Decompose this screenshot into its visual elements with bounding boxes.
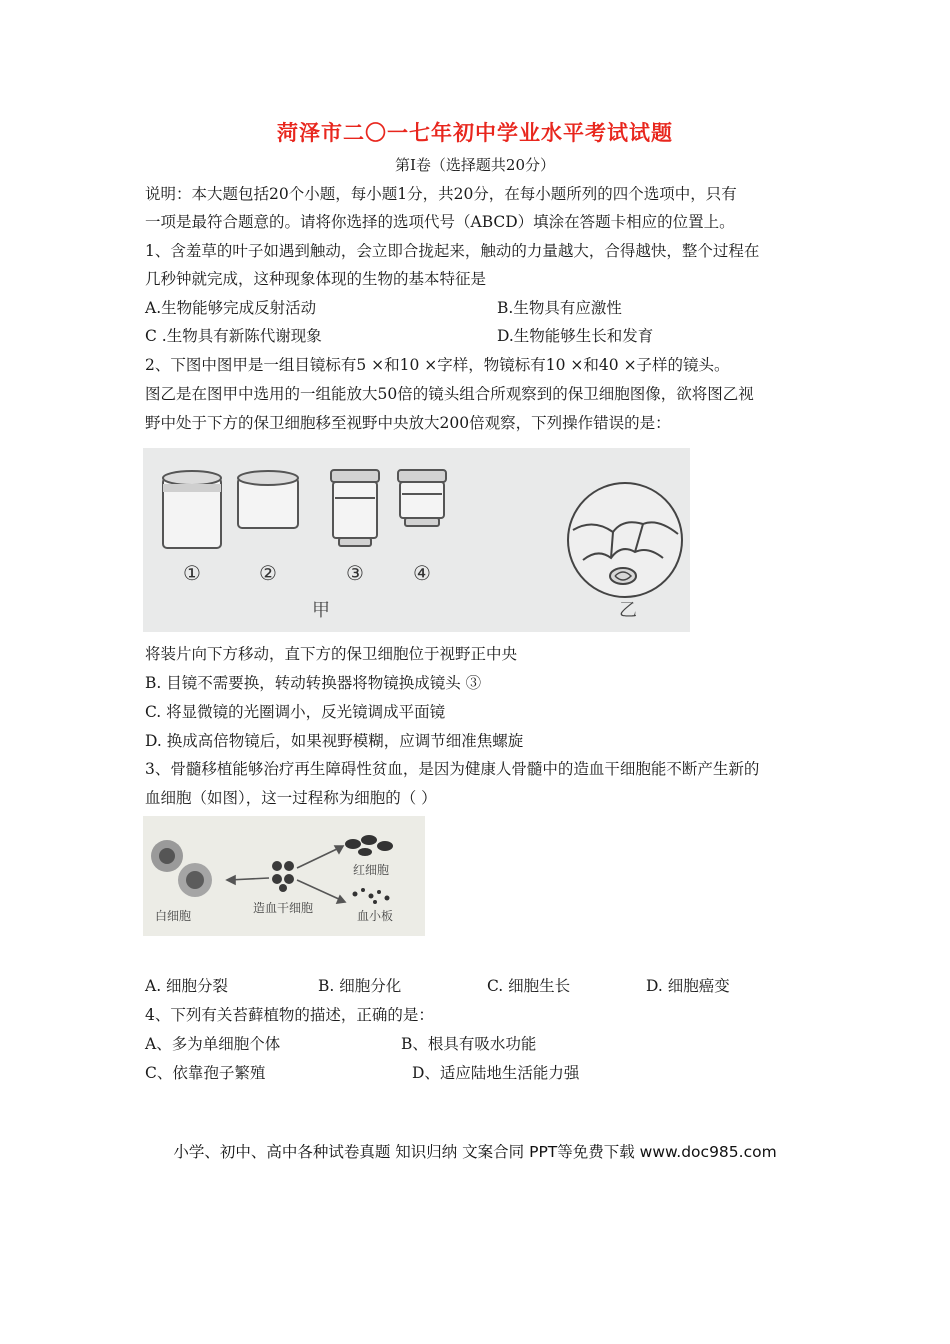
q2-option-c: C. 将显微镜的光圈调小，反光镜调成平面镜 [145, 703, 446, 721]
instructions-line-1: 说明：本大题包括20个小题，每小题1分，共20分，在每小题所列的四个选项中，只有 [145, 185, 737, 203]
figure-label-yi: 乙 [619, 600, 637, 621]
q2-option-a: 将装片向下方移动，直下方的保卫细胞位于视野正中央 [145, 645, 518, 663]
figure-label-jia: 甲 [312, 600, 330, 621]
q4-option-d: D、适应陆地生活能力强 [412, 1064, 580, 1082]
q3-option-c: C. 细胞生长 [487, 977, 571, 995]
lens-label-4: ④ [413, 561, 431, 585]
q1-option-d: D.生物能够生长和发育 [497, 327, 654, 345]
page-footer[interactable]: 小学、初中、高中各种试卷真题 知识归纳 文案合同 PPT等免费下载 www.doc985.com [173, 1143, 777, 1161]
q1-option-c: C .生物具有新陈代谢现象 [145, 327, 322, 345]
q2-figure [143, 448, 690, 632]
lens-label-1: ① [183, 561, 201, 585]
q2-stem-line-3: 野中处于下方的保卫细胞移至视野中央放大200倍观察，下列操作错误的是： [145, 414, 671, 432]
platelets [353, 888, 390, 904]
q1-stem-line-2: 几秒钟就完成，这种现象体现的生物的基本特征是 [145, 270, 487, 288]
microscope-lens-diagram [143, 448, 690, 632]
q3-stem-line-2: 血细胞（如图），这一过程称为细胞的（ ） [145, 789, 437, 807]
q3-figure [143, 816, 425, 936]
label-stem-cell: 造血干细胞 [252, 901, 314, 915]
q3-option-a: A. 细胞分裂 [145, 977, 229, 995]
red-blood-cells [345, 835, 393, 856]
lens-label-2: ② [259, 561, 277, 585]
q3-option-d: D. 细胞癌变 [646, 977, 730, 995]
q4-option-b: B、根具有吸水功能 [401, 1035, 537, 1053]
q4-option-c: C、依靠孢子繁殖 [145, 1064, 266, 1082]
q1-option-b: B.生物具有应激性 [497, 299, 622, 317]
lens-4 [398, 470, 446, 526]
q2-option-b: B. 目镜不需要换，转动转换器将物镜换成镜头 ③ [145, 674, 482, 692]
q2-option-d: D. 换成高倍物镜后，如果视野模糊，应调节细准焦螺旋 [145, 732, 524, 750]
lens-1 [163, 471, 221, 548]
page-title: 菏泽市二〇一七年初中学业水平考试试题 [277, 121, 673, 145]
blood-cell-diagram [143, 816, 425, 936]
differentiation-arrows [227, 846, 345, 903]
section-heading: 第Ⅰ卷（选择题共20分） [394, 156, 555, 174]
stem-cells [272, 861, 294, 892]
q2-stem-line-1: 2、下图中图甲是一组目镜标有5 ×和10 ×字样，物镜标有10 ×和40 ×子样的镜头。 [145, 356, 730, 374]
lens-3 [331, 470, 379, 546]
q3-stem-line-1: 3、骨髓移植能够治疗再生障碍性贫血，是因为健康人骨髓中的造血干细胞能不断产生新的 [145, 760, 760, 778]
q4-stem: 4、下列有关苔藓植物的描述，正确的是： [145, 1006, 434, 1024]
label-red-cell: 红细胞 [352, 863, 390, 877]
field-of-view [568, 483, 682, 597]
lens-label-3: ③ [346, 561, 364, 585]
lens-2 [238, 471, 298, 528]
q2-stem-line-2: 图乙是在图甲中选用的一组能放大50倍的镜头组合所观察到的保卫细胞图像，欲将图乙视 [145, 385, 754, 403]
instructions-line-2: 一项是最符合题意的。请将你选择的选项代号（ABCD）填涂在答题卡相应的位置上。 [145, 213, 735, 231]
q1-stem-line-1: 1、含羞草的叶子如遇到触动，会立即合拢起来，触动的力量越大，合得越快，整个过程在 [145, 242, 760, 260]
q3-option-b: B. 细胞分化 [318, 977, 402, 995]
label-white-cell: 白细胞 [154, 909, 192, 923]
q1-option-a: A.生物能够完成反射活动 [145, 299, 317, 317]
white-blood-cells [151, 840, 212, 897]
q4-option-a: A、多为单细胞个体 [145, 1035, 281, 1053]
label-platelet: 血小板 [356, 909, 394, 923]
